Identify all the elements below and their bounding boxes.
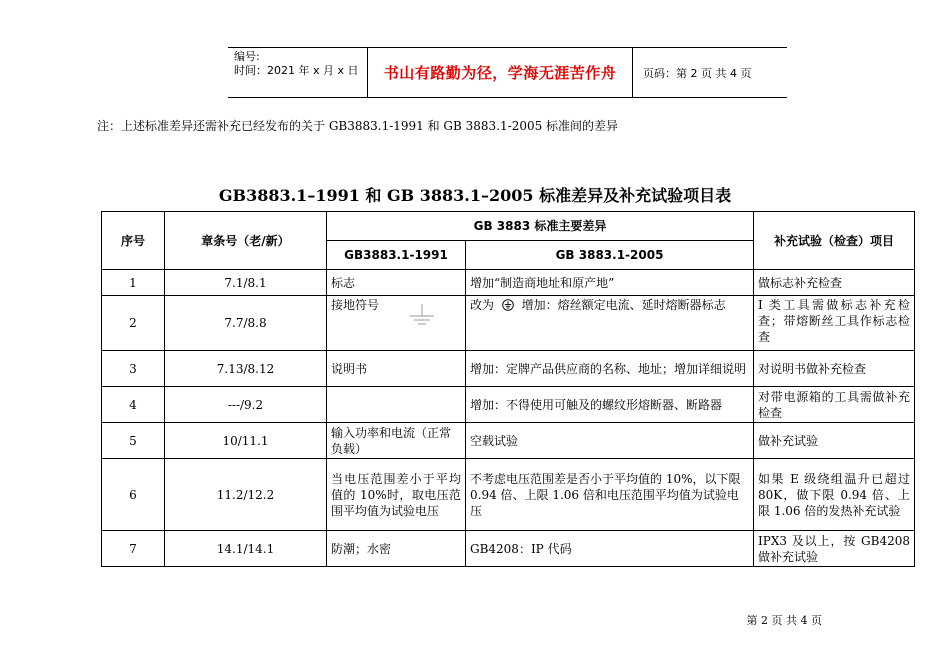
note-text: 注：上述标准差异还需补充已经发布的关于 GB3883.1-1991 和 GB 3883.1-2005 标准间的差异	[97, 119, 619, 133]
col-header-seq: 序号	[102, 212, 165, 270]
cell-clause: ---/9.2	[165, 387, 327, 423]
cell-new-text: 增加：熔丝额定电流、延时熔断器标志	[521, 298, 726, 312]
cell-supplement: 对说明书做补充检查	[754, 351, 915, 387]
cell-new: 不考虑电压范围差是否小于平均值的 10%，以下限 0.94 倍、上限 1.06 倍和电压范围平均值为试验电压	[466, 459, 754, 531]
cell-new: 空载试验	[466, 423, 754, 459]
cell-clause: 10/11.1	[165, 423, 327, 459]
header-page-info: 页码：第 2 页 共 4 页	[643, 66, 752, 80]
table-row	[102, 387, 915, 423]
header-number-label: 编号:	[234, 50, 260, 63]
cell-seq: 1	[102, 270, 165, 296]
table-row	[102, 270, 915, 296]
table-title: GB3883.1–1991 和 GB 3883.1–2005 标准差异及补充试验项目表	[218, 186, 732, 205]
cell-new: 增加“制造商地址和原产地”	[466, 270, 754, 296]
cell-seq: 6	[102, 459, 165, 531]
page-footer: 第 2 页 共 4 页	[746, 614, 822, 627]
cell-seq: 7	[102, 531, 165, 567]
col-header-old-std: GB3883.1-1991	[327, 241, 466, 270]
ground-symbol-icon	[407, 304, 437, 332]
cell-new: 增加：定牌产品供应商的名称、地址；增加详细说明	[466, 351, 754, 387]
cell-supplement: 如果 E 级绕组温升已超过 80K，做下限 0.94 倍、上限 1.06 倍的发热补充试验	[754, 459, 915, 531]
cell-new-prefix: 改为	[470, 298, 495, 312]
header-time: 时间：2021 年 x 月 x 日	[234, 64, 359, 77]
cell-seq: 3	[102, 351, 165, 387]
cell-new: 增加：不得使用可触及的螺纹形熔断器、断路器	[466, 387, 754, 423]
col-header-supplement: 补充试验（检查）项目	[754, 212, 915, 270]
cell-new: GB4208：IP 代码	[466, 531, 754, 567]
table-row	[102, 459, 915, 531]
col-header-diff-group: GB 3883 标准主要差异	[327, 212, 754, 241]
cell-old: 标志	[327, 270, 466, 296]
cell-old: 当电压范围差小于平均值的 10%时，取电压范围平均值为试验电压	[327, 459, 466, 531]
table-row	[102, 296, 915, 351]
cell-supplement: 对带电源箱的工具需做补充检查	[754, 387, 915, 423]
cell-clause: 14.1/14.1	[165, 531, 327, 567]
page-header	[228, 47, 787, 98]
header-motto: 书山有路勤为径，学海无涯苦作舟	[367, 48, 633, 97]
table-row	[102, 531, 915, 567]
cell-seq: 4	[102, 387, 165, 423]
cell-seq: 5	[102, 423, 165, 459]
cell-supplement: I 类工具需做标志补充检查；带熔断丝工具作标志检查	[754, 296, 915, 351]
cell-old	[327, 387, 466, 423]
cell-clause: 7.13/8.12	[165, 351, 327, 387]
cell-supplement: IPX3 及以上，按 GB4208 做补充试验	[754, 531, 915, 567]
table-row	[102, 423, 915, 459]
cell-clause: 11.2/12.2	[165, 459, 327, 531]
header-row-1	[102, 212, 915, 241]
cell-seq: 2	[102, 296, 165, 351]
cell-new	[466, 296, 754, 351]
cell-old	[327, 296, 466, 351]
cell-old: 输入功率和电流（正常负载）	[327, 423, 466, 459]
header-left-cell	[228, 48, 367, 97]
protective-earth-icon	[502, 299, 514, 311]
cell-old: 防潮；水密	[327, 531, 466, 567]
cell-old-text: 接地符号	[331, 298, 380, 312]
col-header-clause: 章条号（老/新）	[165, 212, 327, 270]
col-header-new-std: GB 3883.1-2005	[466, 241, 754, 270]
difference-table	[101, 211, 915, 567]
table-row	[102, 351, 915, 387]
cell-clause: 7.7/8.8	[165, 296, 327, 351]
cell-supplement: 做补充试验	[754, 423, 915, 459]
cell-supplement: 做标志补充检查	[754, 270, 915, 296]
cell-clause: 7.1/8.1	[165, 270, 327, 296]
cell-old: 说明书	[327, 351, 466, 387]
